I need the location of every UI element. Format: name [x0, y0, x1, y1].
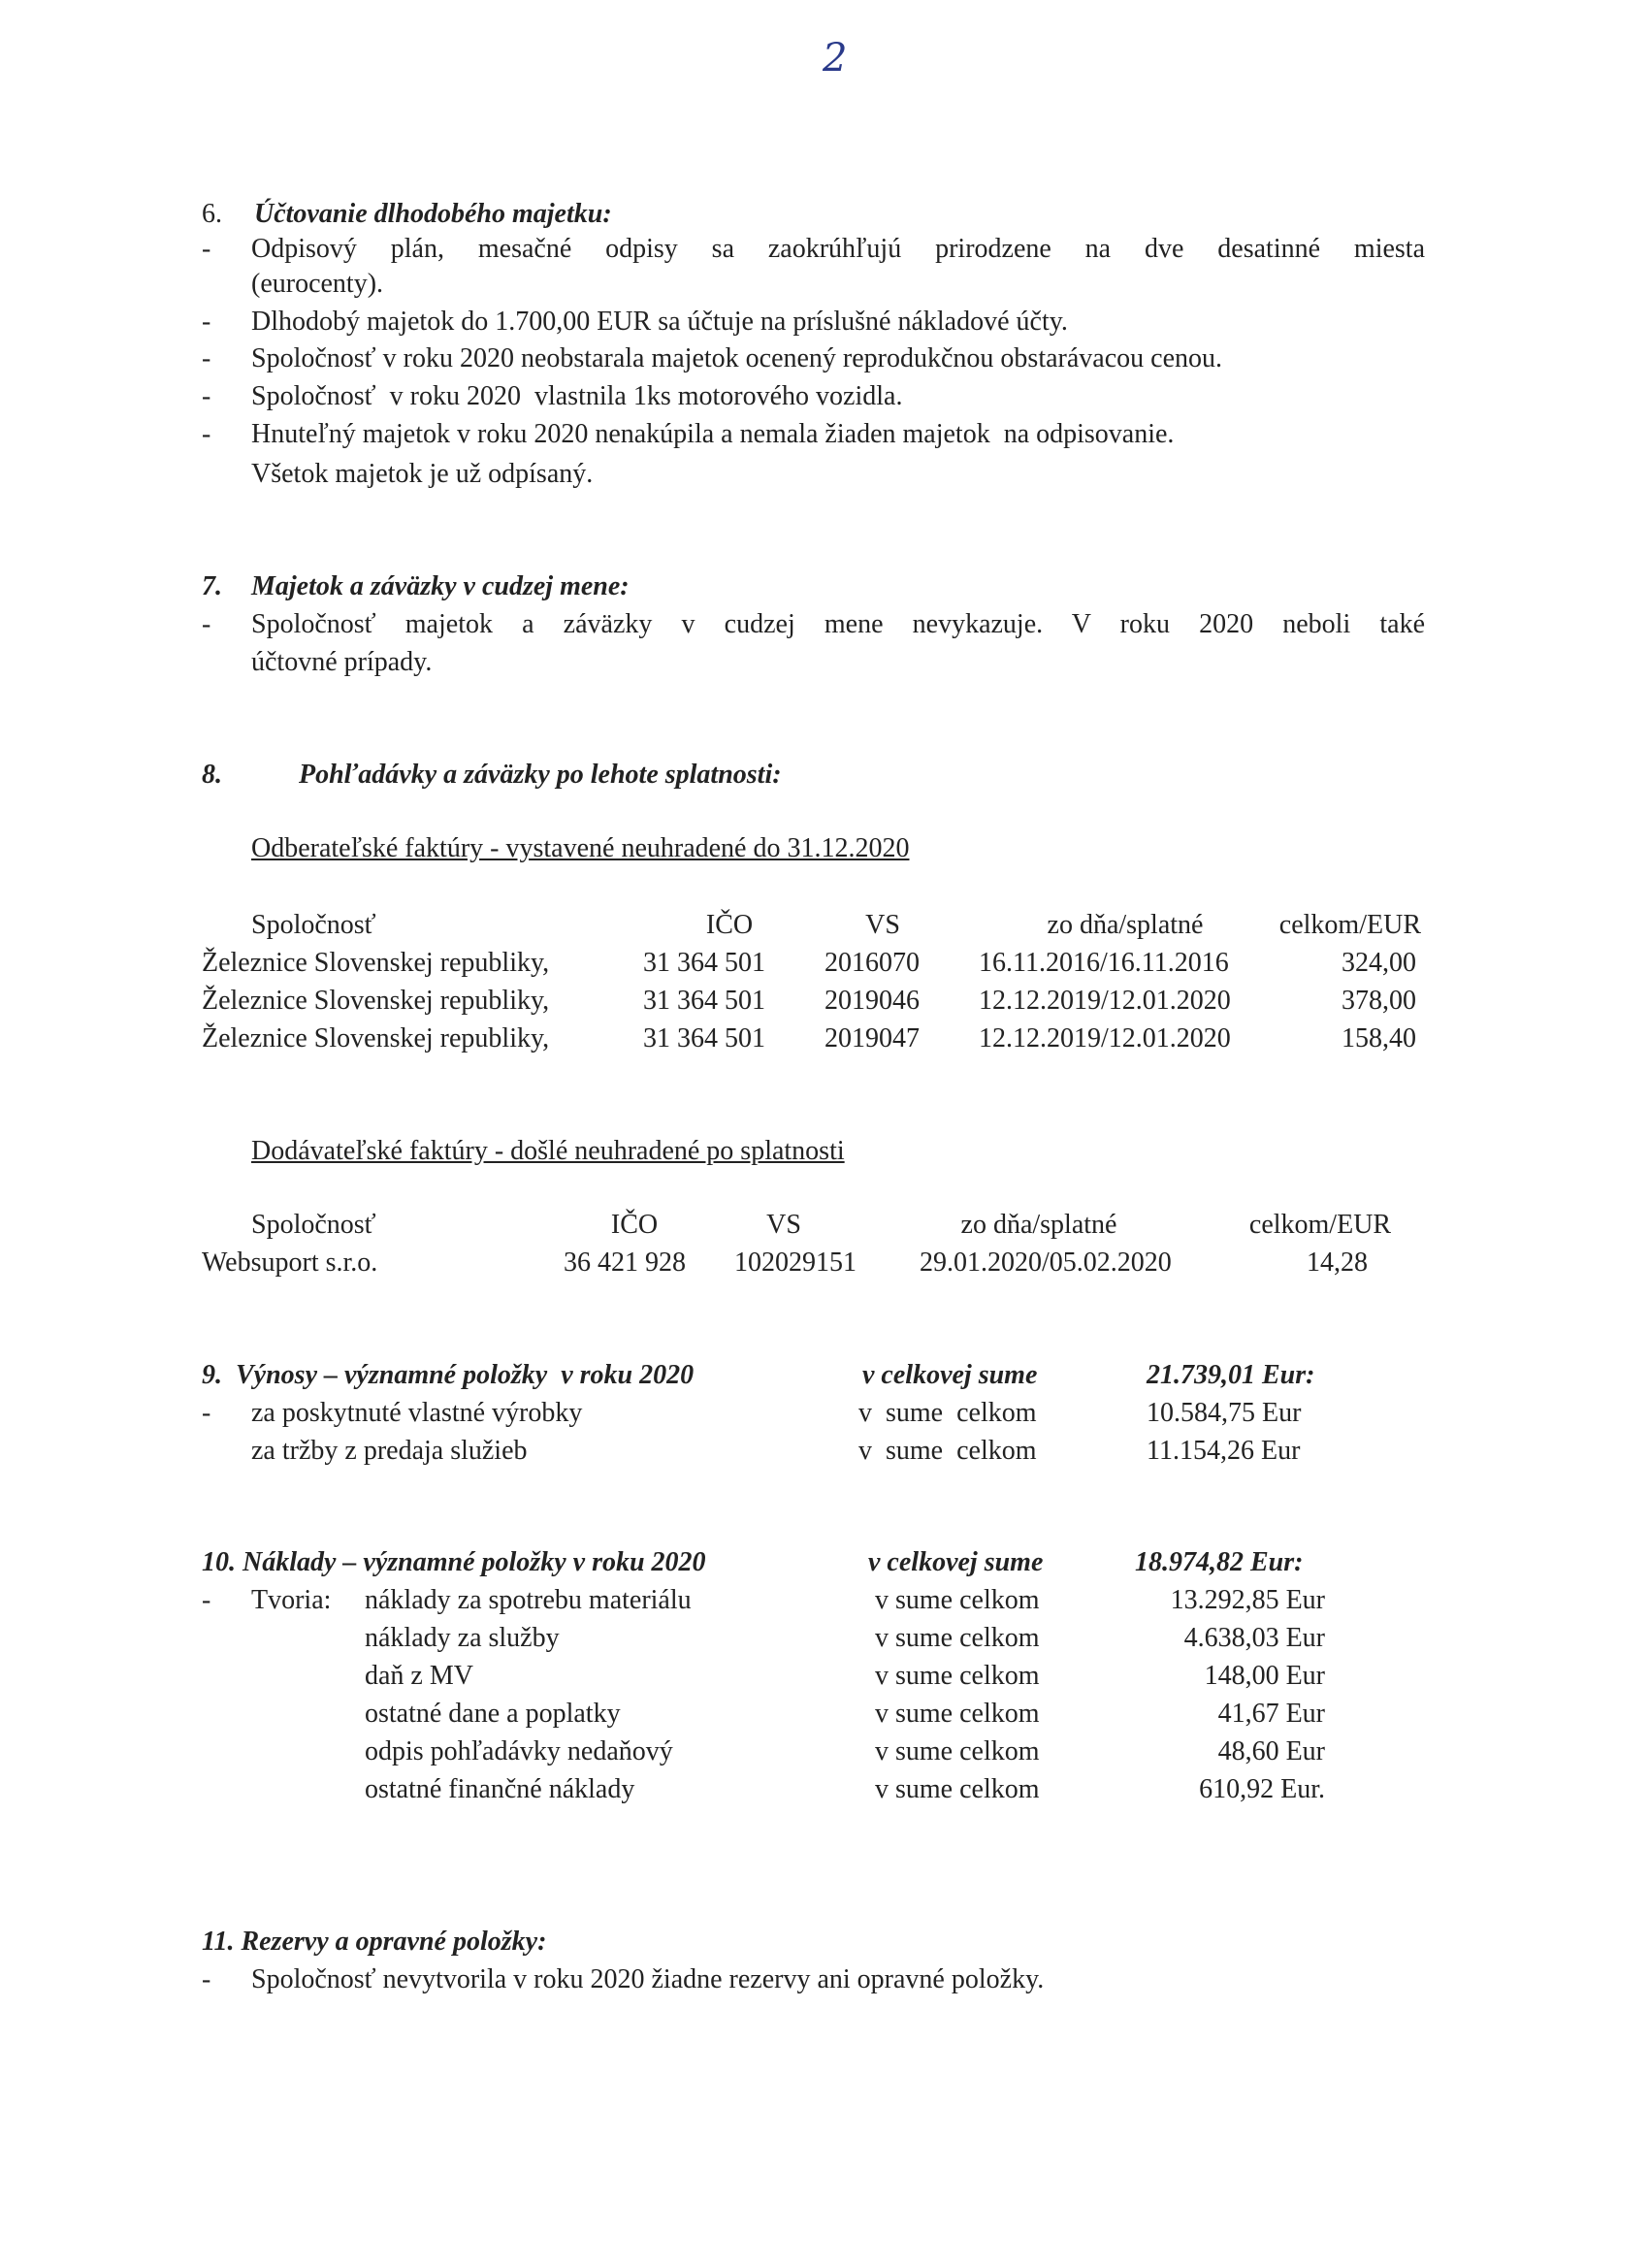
section-10-lead: Tvoria: [251, 1585, 332, 1615]
section-8-number: 8. [202, 760, 222, 790]
cell-company: Železnice Slovenskej republiky, [202, 1023, 550, 1053]
item-amount: 11.154,26 Eur [1147, 1436, 1301, 1466]
bullet-dash: - [202, 343, 211, 373]
section-9-total: 21.739,01 Eur: [1147, 1360, 1315, 1390]
item-label: daň z MV [365, 1661, 473, 1691]
col-header-vs: VS [766, 1210, 801, 1240]
item-label: náklady za služby [365, 1623, 560, 1653]
section-9-total-label: v celkovej sume [862, 1360, 1038, 1390]
item-amount: 10.584,75 Eur [1147, 1398, 1302, 1428]
item-sum-label: v sume celkom [858, 1436, 1037, 1466]
item-amount: 4.638,03 Eur [1183, 1623, 1325, 1653]
section-6-number: 6. [202, 199, 222, 229]
item-sum-label: v sume celkom [858, 1398, 1037, 1428]
col-header-date: zo dňa/splatné [1047, 910, 1204, 940]
cell-total: 158,40 [1342, 1023, 1416, 1053]
section-9-title: 9. Výnosy – významné položky v roku 2020 [202, 1360, 695, 1390]
bullet-dash: - [202, 1585, 211, 1615]
cell-date: 16.11.2016/16.11.2016 [979, 948, 1229, 978]
col-header-date: zo dňa/splatné [960, 1210, 1117, 1240]
bullet-dash: - [202, 419, 211, 449]
item-label: za tržby z predaja služieb [251, 1436, 528, 1466]
section-8-title: Pohľadávky a záväzky po lehote splatnosti: [299, 760, 782, 790]
section-7-number: 7. [202, 571, 222, 601]
section-11-item: Spoločnosť nevytvorila v roku 2020 žiadne rezervy ani opravné položky. [251, 1964, 1045, 1994]
cell-vs: 2019046 [824, 986, 920, 1016]
cell-vs: 2016070 [824, 948, 920, 978]
section-6-item: Hnuteľný majetok v roku 2020 nenakúpila a nemala žiaden majetok na odpisovanie. [251, 419, 1175, 449]
item-sum-label: v sume celkom [875, 1585, 1040, 1615]
col-header-ico: IČO [705, 910, 754, 940]
cell-vs: 102029151 [734, 1247, 857, 1278]
section-10-total: 18.974,82 Eur: [1135, 1547, 1304, 1577]
cell-date: 29.01.2020/05.02.2020 [920, 1247, 1172, 1278]
payables-title: Dodávateľské faktúry - došlé neuhradené po splatnosti [251, 1136, 845, 1166]
cell-total: 378,00 [1342, 986, 1416, 1016]
bullet-dash: - [202, 1964, 211, 1994]
item-amount: 610,92 Eur. [1199, 1774, 1325, 1804]
section-7-item: Spoločnosť majetok a záväzky v cudzej mene nevykazuje. V roku 2020 neboli také [251, 609, 1425, 639]
cell-date: 12.12.2019/12.01.2020 [979, 986, 1231, 1016]
bullet-dash: - [202, 234, 211, 264]
receivables-title: Odberateľské faktúry - vystavené neuhradené do 31.12.2020 [251, 833, 910, 863]
cell-total: 324,00 [1342, 948, 1416, 978]
bullet-dash: - [202, 381, 211, 411]
section-6-item: (eurocenty). [251, 269, 384, 299]
bullet-dash: - [202, 307, 211, 337]
bullet-dash: - [202, 609, 211, 639]
bullet-dash: - [202, 1398, 211, 1428]
cell-total: 14,28 [1307, 1247, 1368, 1278]
section-10-title: 10. Náklady – významné položky v roku 2020 [202, 1547, 706, 1577]
cell-ico: 31 364 501 [643, 986, 765, 1016]
section-6-item: Dlhodobý majetok do 1.700,00 EUR sa účtuje na príslušné nákladové účty. [251, 307, 1068, 337]
item-label: ostatné finančné náklady [365, 1774, 635, 1804]
section-6-item: Všetok majetok je už odpísaný. [251, 459, 594, 489]
section-10-total-label: v celkovej sume [868, 1547, 1044, 1577]
section-6-title: Účtovanie dlhodobého majetku: [254, 199, 612, 229]
cell-ico: 31 364 501 [643, 1023, 765, 1053]
col-header-total: celkom/EUR [1248, 1210, 1392, 1240]
col-header-company: Spoločnosť [251, 1210, 376, 1240]
item-sum-label: v sume celkom [875, 1774, 1040, 1804]
item-label: náklady za spotrebu materiálu [365, 1585, 692, 1615]
item-label: ostatné dane a poplatky [365, 1699, 621, 1729]
item-sum-label: v sume celkom [875, 1623, 1040, 1653]
section-11-title: 11. Rezervy a opravné položky: [202, 1927, 547, 1957]
section-7-item: účtovné prípady. [251, 647, 433, 677]
cell-ico: 31 364 501 [643, 948, 765, 978]
item-sum-label: v sume celkom [875, 1699, 1040, 1729]
cell-company: Železnice Slovenskej republiky, [202, 986, 550, 1016]
item-amount: 41,67 Eur [1217, 1699, 1325, 1729]
cell-ico: 36 421 928 [564, 1247, 686, 1278]
col-header-vs: VS [865, 910, 900, 940]
section-6-item: Spoločnosť v roku 2020 neobstarala majetok ocenený reprodukčnou obstarávacou cenou. [251, 343, 1222, 373]
cell-company: Websuport s.r.o. [202, 1247, 378, 1278]
cell-company: Železnice Slovenskej republiky, [202, 948, 550, 978]
item-label: za poskytnuté vlastné výrobky [251, 1398, 583, 1428]
section-7-title: Majetok a záväzky v cudzej mene: [251, 571, 630, 601]
col-header-total: celkom/EUR [1278, 910, 1421, 940]
section-6-item: Spoločnosť v roku 2020 vlastnila 1ks motorového vozidla. [251, 381, 903, 411]
item-sum-label: v sume celkom [875, 1736, 1040, 1766]
cell-date: 12.12.2019/12.01.2020 [979, 1023, 1231, 1053]
col-header-ico: IČO [610, 1210, 659, 1240]
item-amount: 148,00 Eur [1204, 1661, 1325, 1691]
item-label: odpis pohľadávky nedaňový [365, 1736, 673, 1766]
item-amount: 48,60 Eur [1217, 1736, 1325, 1766]
item-sum-label: v sume celkom [875, 1661, 1040, 1691]
item-amount: 13.292,85 Eur [1170, 1585, 1325, 1615]
col-header-company: Spoločnosť [251, 910, 376, 940]
cell-vs: 2019047 [824, 1023, 920, 1053]
section-6-item: Odpisový plán, mesačné odpisy sa zaokrúhľujú prirodzene na dve desatinné miesta [251, 234, 1425, 264]
handwritten-page-number: 2 [823, 36, 848, 81]
